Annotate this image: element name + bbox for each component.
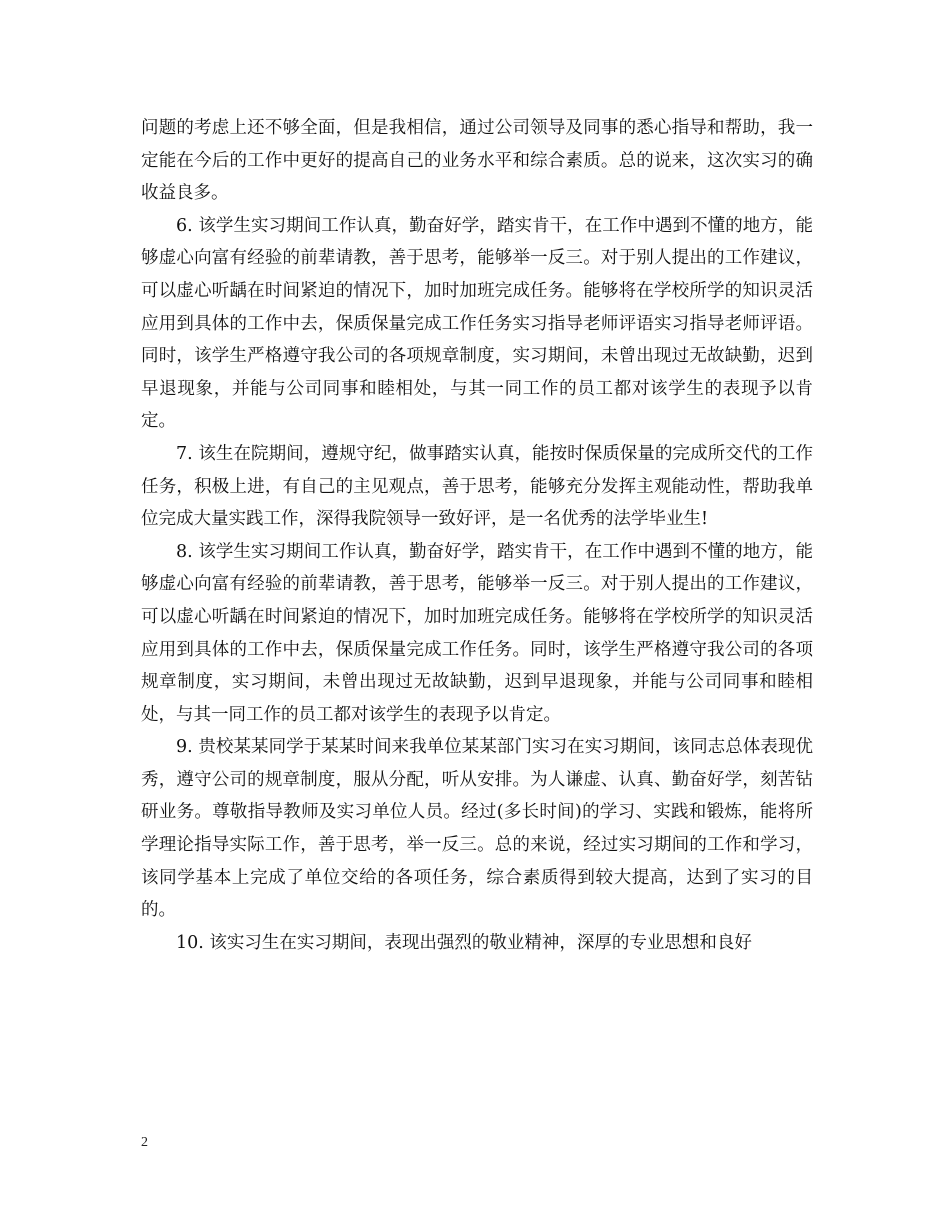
paragraph-item-6: 6. 该学生实习期间工作认真，勤奋好学，踏实肯干，在工作中遇到不懂的地方，能够虚心向富有经验的前辈请教，善于思考，能够举一反三。对于别人提出的工作建议，可以虚心听龋在时间紧迫的情况下，加时加班完成任务。能够将在学校所学的知识灵活应用到具体的工作中去，保质保量完成工作任务实习指导老师评语实习指导老师评语。同时，该学生严格遵守我公司的各项规章制度，实习期间，未曾出现过无故缺勤，迟到早退现象，并能与公司同事和睦相处，与其一同工作的员工都对该学生的表现予以肯定。 (141, 215, 813, 432)
paragraph-item-10: 10. 该实习生在实习期间，表现出强烈的敬业精神，深厚的专业思想和良好 (176, 932, 752, 953)
paragraph-item-8: 8. 该学生实习期间工作认真，勤奋好学，踏实肯干，在工作中遇到不懂的地方，能够虚心向富有经验的前辈请教，善于思考，能够举一反三。对于别人提出的工作建议，可以虚心听龋在时间紧迫的情况下，加时加班完成任务。能够将在学校所学的知识灵活应用到具体的工作中去，保质保量完成工作任务。同时，该学生严格遵守我公司的各项规章制度，实习期间，未曾出现过无故缺勤，迟到早退现象，并能与公司同事和睦相处，与其一同工作的员工都对该学生的表现予以肯定。 (141, 541, 813, 725)
paragraph-item-7: 7. 该生在院期间，遵规守纪，做事踏实认真，能按时保质保量的完成所交代的工作任务，积极上进，有自己的主见观点，善于思考，能够充分发挥主观能动性，帮助我单位完成大量实践工作，深得我院领导一致好评，是一名优秀的法学毕业生! (141, 443, 813, 530)
paragraph-item-9: 9. 贵校某某同学于某某时间来我单位某某部门实习在实习期间，该同志总体表现优秀，遵守公司的规章制度，服从分配，听从安排。为人谦虚、认真、勤奋好学，刻苦钻研业务。尊敬指导教师及实习单位人员。经过(多长时间)的学习、实践和锻炼，能将所学理论指导实际工作，善于思考，举一反三。总的来说，经过实习期间的工作和学习，该同学基本上完成了单位交给的各项任务，综合素质得到较大提高，达到了实习的目的。 (141, 737, 813, 921)
page-number: 2 (141, 1135, 148, 1150)
paragraph-continuation: 问题的考虑上还不够全面，但是我相信，通过公司领导及同事的悉心指导和帮助，我一定能在今后的工作中更好的提高自己的业务水平和综合素质。总的说来，这次实习的确收益良多。 (141, 118, 813, 204)
document-body (141, 112, 813, 959)
